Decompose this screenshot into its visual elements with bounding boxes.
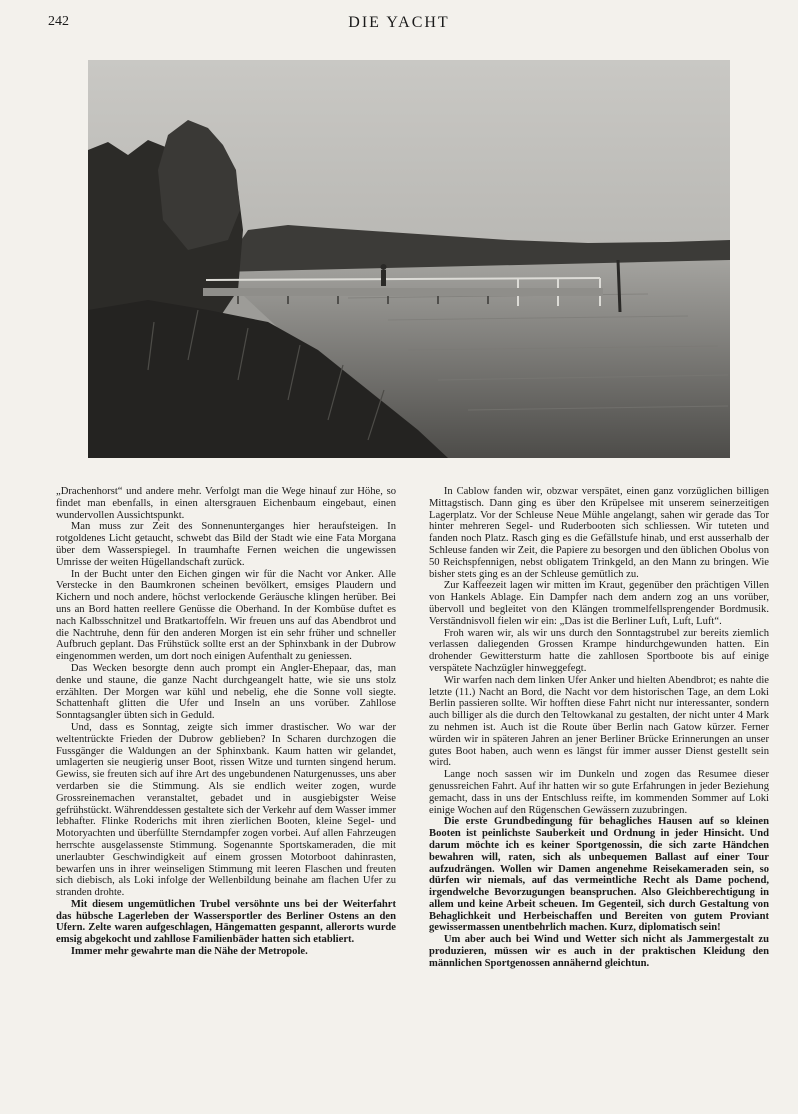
page-number: 242 bbox=[48, 14, 69, 29]
paragraph: Mit diesem ungemütlichen Trubel versöhnte uns bei der Weiterfahrt das hübsche Lagerleben der Wassersportler des Berliner Ostens an den Ufern. Zelte waren aufgeschlagen, Hängematten gespannt, allerorts wurde emsig abgekocht und zahllose Familienbäder hatten sich etabliert. bbox=[56, 898, 396, 946]
running-title: DIE YACHT bbox=[348, 14, 450, 31]
paragraph: In der Bucht unter den Eichen gingen wir für die Nacht vor Anker. Alle Verstecke in den Baumkronen scheinen bevölkert, emsiges Plaudern und Kichern und noch andere, höchst verlockende Geräusche klingen herüber. Bei uns an Bord hatten reellere Genüsse die Oberhand. In der Kombüse duftet es nach Kalbsschnitzel und Bratkartoffeln. Wir freuen uns auf das Abendbrot und die Nachtruhe, denn für den anderen Morgen ist ein sehr früher und schneller Aufbruch geplant. Das Frühstück sollte erst an der Sphinxbank in der Dubrow eingenommen werden, um dort noch einigen Aufenthalt zu geniessen. bbox=[56, 568, 396, 663]
paragraph: Immer mehr gewahrte man die Nähe der Metropole. bbox=[70, 946, 308, 958]
paragraph: Um aber auch bei Wind und Wetter sich nicht als Jammergestalt zu produzieren, müssen wir es auch in der praktischen Kleidung den männlichen Sportgenossen annähernd gleichtun. bbox=[429, 934, 769, 969]
paragraph: Wir warfen nach dem linken Ufer Anker und hielten Abendbrot; es nahte die letzte (11.) Nacht an Bord, die Nacht vor dem historischen Tage, an dem Loki Berlin passieren sollte. Wir hofften diese Fahrt nicht nur interessanter, sondern auch billiger als die durch den Teltowkanal zu gestalten, der nicht unter 4 Mark zu nehmen ist. Auch ist die Route über Berlin nach Gatow kürzer. Ferner würden wir in späteren Jahren an jener Berliner Brücke Erinnerungen an unser gutes Boot haben, auch wenn es längst für immer ausser Dienst gestellt sein wird. bbox=[429, 674, 769, 769]
paragraph: „Drachenhorst“ und andere mehr. Verfolgt man die Wege hinauf zur Höhe, so findet man ebenfalls, in einen altersgrauen Eichenbaum eingebaut, einen wundervollen Aussichtspunkt. bbox=[56, 486, 396, 521]
left-column bbox=[56, 486, 396, 1086]
paragraph: Man muss zur Zeit des Sonnenunterganges hier heraufsteigen. In rotgoldenes Licht getaucht, schwebt das Bild der Stadt wie eine Fata Morgana über dem Wasserspiegel. In traumhafte Fernen weichen die ungewissen Umrisse der weiten Hügellandschaft zurück. bbox=[56, 521, 396, 568]
right-column bbox=[429, 486, 769, 1086]
paragraph: Und, dass es Sonntag, zeigte sich immer drastischer. Wo war der weltentrückte Frieden der Dubrow geblieben? In Scharen durchzogen die Fussgänger die Waldungen an der Sphinxbank. Kaum hatten wir gelandet, umlagerten sie neugierig unser Boot, rissen Witze und turnten singend herum. Gewiss, sie freuten sich auf ihre Art des ungebundenen Naturgenusses, uns aber verdarben sie die Stimmung. Als sie endlich weiter zogen, wurde Grossreinemachen veranstaltet, gebadet und in ausgiebigster Weise gefrühstückt. Währenddessen gestaltete sich der Verkehr auf dem Wasser immer lebhafter. Flinke Roderichs mit ihren zierlichen Booten, kleine Segel- und Motoryachten und überfüllte Sterndampfer zogen vorbei. Auf allen Fahrzeugen herrschte ausgelassenste Stimmung. Sogenannte Sportskameraden, die mit unerlaubter Geschwindigkeit auf einem grossen Motorboot dahinrasten, bewarfen uns in ihrer weinseligen Stimmung mit leeren Flaschen und freuten sich diebisch, als Loki infolge der Wellenbildung beinahe am flachen Ufer zu stranden drohte. bbox=[56, 721, 396, 899]
paragraph: Froh waren wir, als wir uns durch den Sonntagstrubel zur bereits ziemlich verlassen daliegenden Grossen Krampe hindurchgewunden hatten. Ein drohender Gewittersturm hatte die zahllosen Sportboote bis auf einige verspätete Nachzügler hinweggefegt. bbox=[429, 627, 769, 674]
paragraph: Lange noch sassen wir im Dunkeln und zogen das Resumee dieser genussreichen Fahrt. Auf ihr hatten wir so gute Erfahrungen in jeder Beziehung gemacht, dass in uns der Entschluss reifte, im kommenden Sommer auf Loki einige Wochen auf den Rügenschen Gewässern zuzubringen. bbox=[429, 769, 769, 816]
paragraph: In Cablow fanden wir, obzwar verspätet, einen ganz vorzüglichen billigen Mittagstisch. Dann ging es über den Krüpelsee mit unserem seinerzeitigen Lagerplatz. Vor der Schleuse Neue Mühle angelangt, sahen wir gerade das Tor hinter mehreren Segel- und Ruderbooten sich schliessen. Wir tuteten und fanden noch Platz. Rasch ging es die Gefällstufe hinab, und erst ausserhalb der Schleuse fanden wir Zeit, die Papiere zu besorgen und den üblichen Obolus von 50 Reichspfennigen, nebst obligatem Trinkgeld, an den Mann zu bringen. Wie bisher stets ging es an der Schleuse gemütlich zu. bbox=[429, 486, 769, 580]
landscape-photo bbox=[88, 60, 730, 458]
paragraph: Die erste Grundbedingung für behagliches Hausen auf so kleinen Booten ist peinlichste Sauberkeit und Ordnung in jeder Hinsicht. Und darum möchte ich es keiner Sportgenossin, die sich zarte Händchen bewahren will, raten, sich als unbequemen Ballast auf einer Tour aufzudrängen. Wollen wir Damen angenehme Reisekameraden sein, so dürfen wir niemals, auf das vermeintliche Recht als Dame pochend, irgendwelche Bevorzugungen beanspruchen. Also Gleichberechtigung in allem und keine Arbeit scheuen. Im Gegenteil, sich durch Gestaltung von Behaglichkeit und Herbeischaffen und Bereiten von gutem Proviant gewissermassen unentbehrlich machen. Kurz, diplomatisch sein! bbox=[429, 816, 769, 934]
lake-jetty-illustration bbox=[88, 60, 730, 458]
paragraph: Das Wecken besorgte denn auch prompt ein Angler-Ehepaar, das, man denke und staune, die ganze Nacht durchgeangelt hatte, wie sie uns stolz erzählten. Der Morgen war kühl und nebelig, ehe die Sonne voll siegte. Schattenhaft glitten die Ufer und Inseln an uns vorüber. Zahllose Sonntagsangler übten sich in Geduld. bbox=[56, 662, 396, 722]
paragraph: Zur Kaffeezeit lagen wir mitten im Kraut, gegenüber den prächtigen Villen von Hankels Ablage. Ein Dampfer nach dem andern zog an uns vorüber, übervoll und begleitet von den Klängen trommelfellsprengender Bordmusik. Verständnisvoll fielen wir ein: „Das ist die Berliner Luft, Luft, Luft“. bbox=[429, 580, 769, 627]
